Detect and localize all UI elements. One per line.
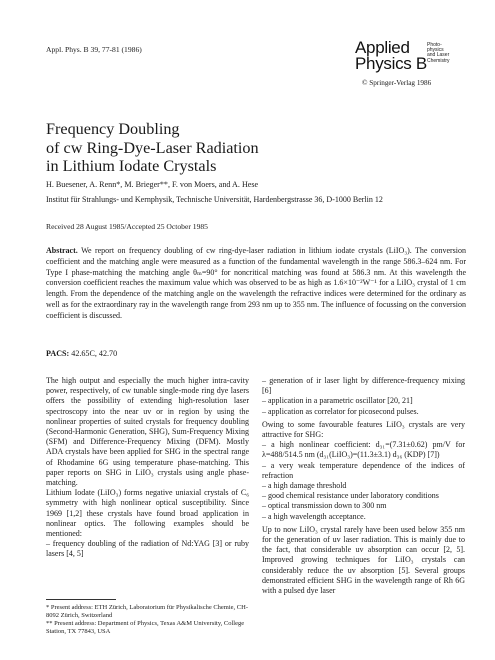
footnote-divider [46,599,116,600]
abstract-text: We report on frequency doubling of cw ring-dye-laser radiation in lithium iodate crystals (LiIO₃). The conversion coefficient and the matching angle were measured as a function of the fundamental wavelength in the range 586.3–624 nm. For Type I phase-matching the matching angle θₘ=90° for noncritical matching was found at 586.3 nm. At this wavelength the conversion coefficient reaches the maximum value which was observed to be as high as 1.6×10⁻²W⁻¹ for a LiIO₃ crystal of 1 cm length. From the dependence of the matching angle on the wavelength the refractive indices were determined for the ordinary as well as for the extraordinary ray in the wavelength range from 293 nm up to 355 nm. The influence of focussing on the conversion coefficient is discussed. [46,246,466,320]
paragraph: Owing to some favourable features LiIO₃ crystals are very attractive for SHG: [262,419,465,440]
journal-tag-line: physics [427,47,444,54]
title-line: Frequency Doubling [46,120,180,138]
journal-tag-line: Photo- [427,42,442,48]
journal-logo [355,40,465,72]
received-date: Received 28 August 1985/Accepted 25 October 1985 [46,222,208,231]
left-column [46,376,249,560]
list-item: – optical transmission down to 300 nm [262,501,387,511]
journal-logo-line1: Applied [355,38,410,57]
authors: H. Buesener, A. Renn*, M. Brieger**, F. von Moers, and A. Hese [46,180,259,189]
journal-citation: Appl. Phys. B 39, 77-81 (1986) [46,45,142,54]
paragraph: Up to now LiIO₃ crystal rarely have been used below 355 nm for the generation of uv laser radiation. This is mainly due to the fact, that considerable uv absorption can occur [2, 5]. Improved growing techniques for LiIO₃ crystals can considerably reduce the uv absorption [5]. Several groups demonstrated efficient SHG in the wavelength range of Rh 6G with a pulsed dye laser [262,524,465,596]
abstract-label: Abstract. [46,246,78,255]
journal-logo-tag [427,43,467,64]
institution: Institut für Strahlungs- und Kernphysik, Technische Universität, Hardenbergstrasse 36, D-1000 Berlin 12 [46,195,383,204]
list-item: – a very weak temperature dependence of the indices of refraction [262,460,465,480]
footnote: ** Present address: Department of Physics, Texas A&M University, College Station, TX 77843, USA [46,620,245,635]
journal-tag-line: and Laser [427,52,450,59]
list-item: – generation of ir laser light by difference-frequency mixing [6] [262,376,465,396]
list-item: – good chemical resistance under laboratory conditions [262,491,439,501]
list-item: – a high wavelength acceptance. [262,511,366,521]
right-column [262,376,465,596]
title-line: of cw Ring-Dye-Laser Radiation [46,138,259,157]
footnotes [46,604,251,636]
list-item: – a high nonlinear coefficient: d₃₁=(7.31±0.62) pm/V for λ=488/514.5 nm (d₃₁(LiIO₃)=(11.3±3.1) d₃₆ (KDP) [7]) [262,440,465,460]
journal-logo-line2: Physics B [355,54,427,73]
pacs-value: 42.65C, 42.70 [71,349,118,358]
paper-title [46,120,259,176]
list-item: – a high damage threshold [262,481,347,491]
pacs-label: PACS: [46,349,70,358]
footnote: * Present address: ETH Zürich, Laboratorium für Physikalische Chemie, CH-8092 Zürich, Switzerland [46,604,248,619]
pacs [46,349,117,358]
journal-tag-line: Chemistry [427,57,450,64]
abstract [46,246,466,322]
list-item: – frequency doubling of the radiation of Nd:YAG [3] or ruby lasers [4, 5] [46,539,249,559]
paragraph: Lithium Iodate (LiIO₃) forms negative uniaxial crystals of C₆ symmetry with high nonlinear optical susceptibility. Since 1969 [1,2] these crystals have found broad application in nonlinear optics. The following examples should be mentioned: [46,488,249,539]
copyright: © Springer-Verlag 1986 [362,79,432,87]
title-line: in Lithium Iodate Crystals [46,157,217,175]
paragraph: The high output and especially the much higher intra-cavity power, respectively, of cw tunable single-mode ring dye lasers offers the possibility of extending high-resolution laser spectroscopy into the near uv or in region by using the nonlinear properties of suited crystals for frequency doubling (Second-Harmonic Generation, SHG), Sum-Frequency Mixing (SFM) and Difference-Frequency Mixing (DFM). Mostly ADA crystals have been applied for SHG in the spectral range of Rhodamine 6G using temperature phase-matching. This paper reports on SHG in LiIO₃ crystals using angle phase-matching. [46,376,249,488]
list-item: – application as correlator for picosecond pulses. [262,406,419,416]
list-item: – application in a parametric oscillator [20, 21] [262,396,413,406]
